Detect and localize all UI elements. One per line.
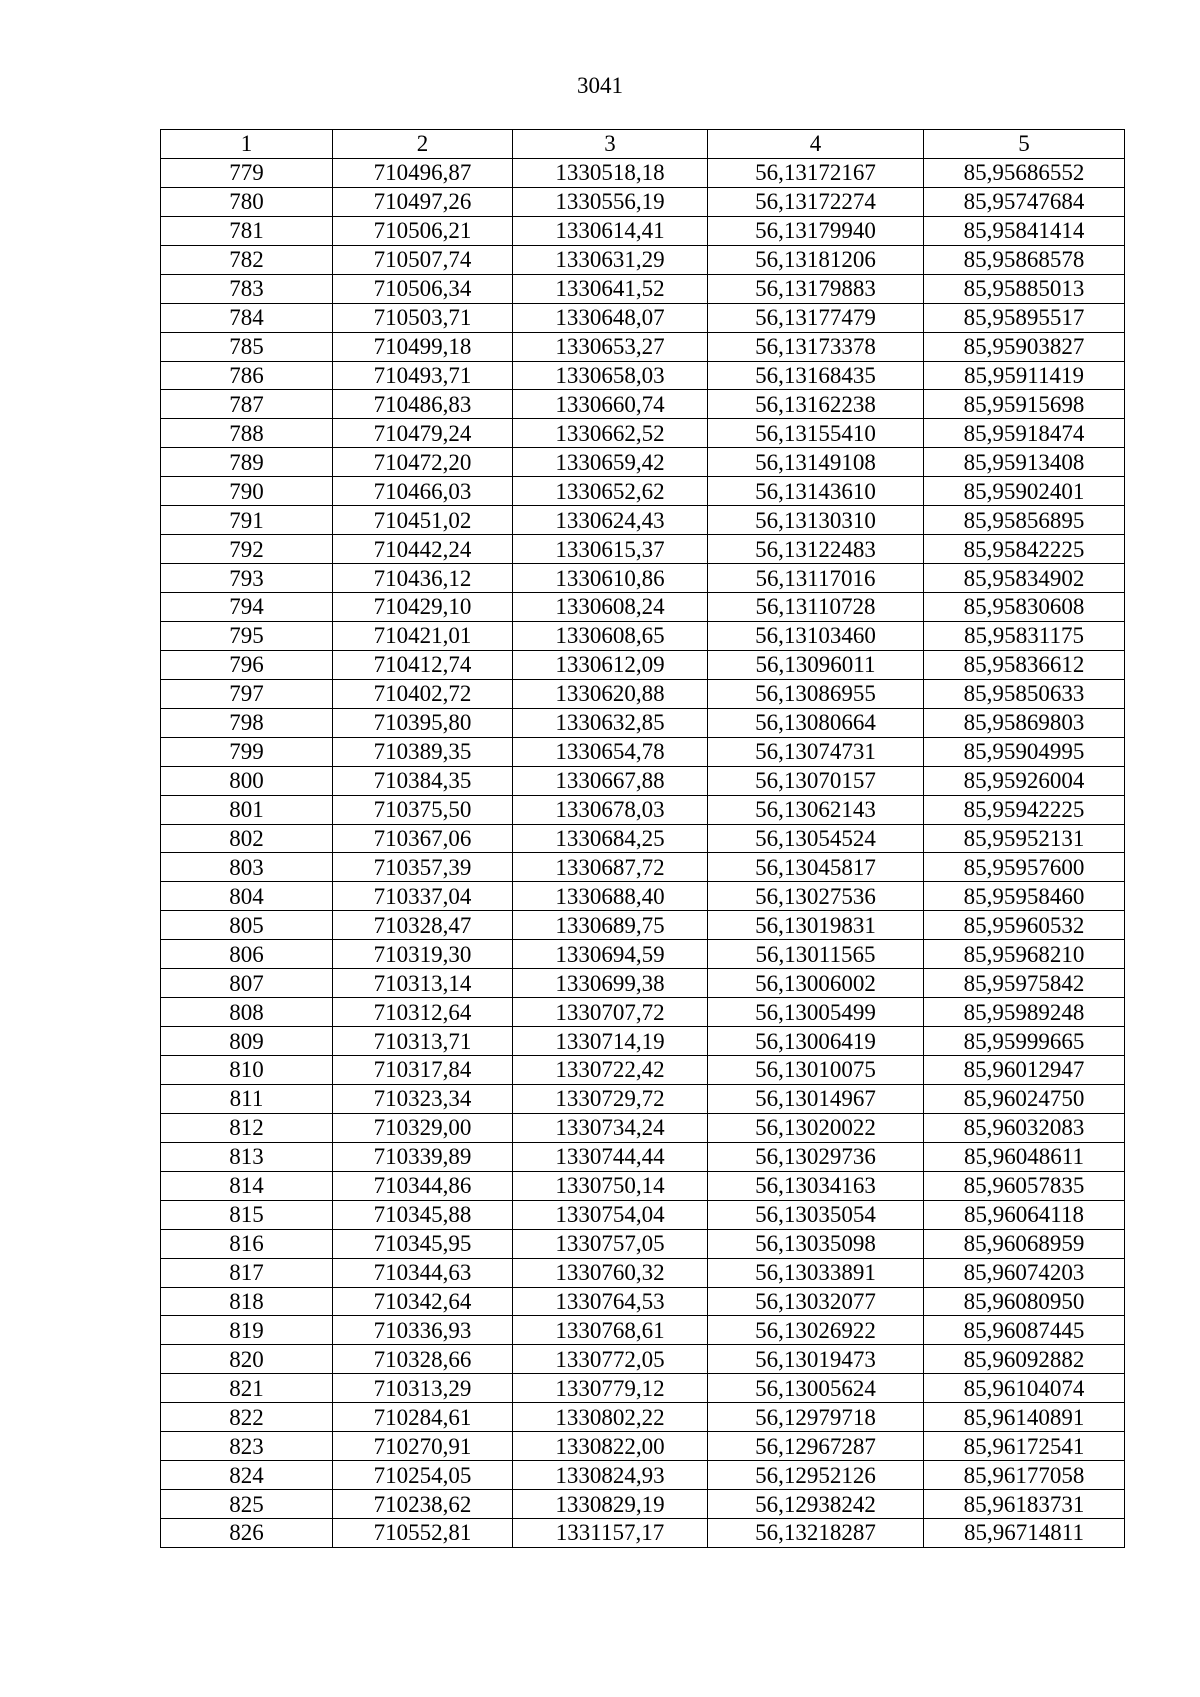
table-cell: 812 [161, 1113, 333, 1142]
table-cell: 824 [161, 1461, 333, 1490]
table-cell: 797 [161, 679, 333, 708]
table-cell: 1330772,05 [513, 1345, 708, 1374]
table-cell: 56,13035098 [708, 1229, 924, 1258]
table-row [161, 332, 1125, 361]
table-cell: 792 [161, 535, 333, 564]
table-cell: 56,12979718 [708, 1403, 924, 1432]
table-cell: 804 [161, 882, 333, 911]
table-row [161, 940, 1125, 969]
table-cell: 1330714,19 [513, 1027, 708, 1056]
table-cell: 710429,10 [333, 593, 513, 622]
table-cell: 808 [161, 998, 333, 1027]
table-cell: 85,95913408 [924, 448, 1125, 477]
table-cell: 56,12938242 [708, 1490, 924, 1519]
table-cell: 1330615,37 [513, 535, 708, 564]
table-cell: 787 [161, 390, 333, 419]
table-row [161, 911, 1125, 940]
table-cell: 794 [161, 593, 333, 622]
table-row [161, 245, 1125, 274]
table-cell: 85,95915698 [924, 390, 1125, 419]
table-cell: 56,13117016 [708, 564, 924, 593]
column-header: 4 [708, 130, 924, 159]
table-row [161, 1374, 1125, 1403]
table-cell: 710345,88 [333, 1200, 513, 1229]
table-cell: 1330667,88 [513, 766, 708, 795]
table-cell: 805 [161, 911, 333, 940]
table-cell: 85,95903827 [924, 332, 1125, 361]
table-cell: 56,13218287 [708, 1519, 924, 1548]
table-cell: 56,13086955 [708, 679, 924, 708]
table-cell: 56,13019831 [708, 911, 924, 940]
table-row [161, 824, 1125, 853]
table-cell: 85,96057835 [924, 1171, 1125, 1200]
table-cell: 710367,06 [333, 824, 513, 853]
table-cell: 710344,63 [333, 1258, 513, 1287]
table-cell: 85,95902401 [924, 477, 1125, 506]
table-cell: 85,96140891 [924, 1403, 1125, 1432]
table-cell: 710421,01 [333, 621, 513, 650]
table-row [161, 1287, 1125, 1316]
table-cell: 819 [161, 1316, 333, 1345]
table-cell: 815 [161, 1200, 333, 1229]
table-cell: 710472,20 [333, 448, 513, 477]
table-cell: 85,96092882 [924, 1345, 1125, 1374]
table-cell: 800 [161, 766, 333, 795]
table-cell: 56,13005499 [708, 998, 924, 1027]
table-cell: 710284,61 [333, 1403, 513, 1432]
table-cell: 56,13143610 [708, 477, 924, 506]
table-cell: 710493,71 [333, 361, 513, 390]
table-cell: 1330518,18 [513, 158, 708, 187]
table-cell: 1330824,93 [513, 1461, 708, 1490]
table-row [161, 361, 1125, 390]
table-cell: 85,96024750 [924, 1084, 1125, 1113]
table-row [161, 1432, 1125, 1461]
table-cell: 85,95841414 [924, 216, 1125, 245]
table-cell: 1330610,86 [513, 564, 708, 593]
table-cell: 1330678,03 [513, 795, 708, 824]
table-cell: 1330658,03 [513, 361, 708, 390]
table-cell: 784 [161, 303, 333, 332]
table-cell: 1330754,04 [513, 1200, 708, 1229]
table-cell: 56,13029736 [708, 1142, 924, 1171]
table-cell: 56,13110728 [708, 593, 924, 622]
table-cell: 786 [161, 361, 333, 390]
table-row [161, 274, 1125, 303]
table-cell: 710312,64 [333, 998, 513, 1027]
table-cell: 825 [161, 1490, 333, 1519]
table-cell: 1330608,65 [513, 621, 708, 650]
table-cell: 710313,14 [333, 969, 513, 998]
table-cell: 1330614,41 [513, 216, 708, 245]
table-row [161, 1142, 1125, 1171]
table-row [161, 1027, 1125, 1056]
table-cell: 56,13168435 [708, 361, 924, 390]
table-cell: 814 [161, 1171, 333, 1200]
table-row [161, 1316, 1125, 1345]
table-cell: 85,95968210 [924, 940, 1125, 969]
table-cell: 1330822,00 [513, 1432, 708, 1461]
table-row [161, 1403, 1125, 1432]
table-cell: 817 [161, 1258, 333, 1287]
column-header: 5 [924, 130, 1125, 159]
table-cell: 56,13130310 [708, 506, 924, 535]
table-cell: 56,13181206 [708, 245, 924, 274]
table-cell: 85,96080950 [924, 1287, 1125, 1316]
table-cell: 85,95958460 [924, 882, 1125, 911]
table-cell: 811 [161, 1084, 333, 1113]
table-cell: 785 [161, 332, 333, 361]
table-cell: 821 [161, 1374, 333, 1403]
table-cell: 710328,66 [333, 1345, 513, 1374]
table-cell: 801 [161, 795, 333, 824]
table-cell: 710328,47 [333, 911, 513, 940]
table-cell: 710496,87 [333, 158, 513, 187]
column-header: 3 [513, 130, 708, 159]
table-cell: 796 [161, 650, 333, 679]
table-cell: 789 [161, 448, 333, 477]
table-cell: 1330652,62 [513, 477, 708, 506]
table-cell: 816 [161, 1229, 333, 1258]
table-row [161, 1171, 1125, 1200]
table-row [161, 882, 1125, 911]
table-cell: 56,13074731 [708, 737, 924, 766]
table-row [161, 303, 1125, 332]
table-cell: 1330648,07 [513, 303, 708, 332]
table-cell: 710506,21 [333, 216, 513, 245]
table-cell: 1330688,40 [513, 882, 708, 911]
table-cell: 710395,80 [333, 708, 513, 737]
table-cell: 795 [161, 621, 333, 650]
table-cell: 710357,39 [333, 853, 513, 882]
table-cell: 710436,12 [333, 564, 513, 593]
table-cell: 56,13006002 [708, 969, 924, 998]
table-cell: 820 [161, 1345, 333, 1374]
table-cell: 710412,74 [333, 650, 513, 679]
table-cell: 56,13070157 [708, 766, 924, 795]
table-cell: 807 [161, 969, 333, 998]
table-cell: 85,95942225 [924, 795, 1125, 824]
table-cell: 56,13173378 [708, 332, 924, 361]
table-cell: 85,95830608 [924, 593, 1125, 622]
table-cell: 56,13014967 [708, 1084, 924, 1113]
table-cell: 710384,35 [333, 766, 513, 795]
table-cell: 1331157,17 [513, 1519, 708, 1548]
table-cell: 782 [161, 245, 333, 274]
table-row [161, 969, 1125, 998]
table-cell: 85,95850633 [924, 679, 1125, 708]
table-cell: 56,13122483 [708, 535, 924, 564]
table-row [161, 621, 1125, 650]
table-cell: 56,13179883 [708, 274, 924, 303]
table-cell: 822 [161, 1403, 333, 1432]
table-cell: 809 [161, 1027, 333, 1056]
table-row [161, 477, 1125, 506]
table-cell: 85,95686552 [924, 158, 1125, 187]
table-row [161, 679, 1125, 708]
table-cell: 56,13034163 [708, 1171, 924, 1200]
table-row [161, 187, 1125, 216]
table-cell: 56,13155410 [708, 419, 924, 448]
table-cell: 85,96177058 [924, 1461, 1125, 1490]
table-cell: 1330802,22 [513, 1403, 708, 1432]
table-row [161, 650, 1125, 679]
table-cell: 823 [161, 1432, 333, 1461]
table-cell: 818 [161, 1287, 333, 1316]
table-row [161, 853, 1125, 882]
table-cell: 781 [161, 216, 333, 245]
table-cell: 56,13033891 [708, 1258, 924, 1287]
table-cell: 710317,84 [333, 1056, 513, 1085]
page-number: 3041 [577, 73, 623, 98]
table-cell: 710442,24 [333, 535, 513, 564]
table-row [161, 506, 1125, 535]
table-cell: 85,95868578 [924, 245, 1125, 274]
table-cell: 1330632,85 [513, 708, 708, 737]
table-cell: 710552,81 [333, 1519, 513, 1548]
table-cell: 85,95885013 [924, 274, 1125, 303]
table-cell: 1330757,05 [513, 1229, 708, 1258]
table-cell: 56,13010075 [708, 1056, 924, 1085]
table-row [161, 1084, 1125, 1113]
table-cell: 56,13054524 [708, 824, 924, 853]
table-cell: 710319,30 [333, 940, 513, 969]
table-row [161, 998, 1125, 1027]
table-cell: 1330722,42 [513, 1056, 708, 1085]
table-row [161, 766, 1125, 795]
table-row [161, 1056, 1125, 1085]
table-row [161, 737, 1125, 766]
table-cell: 710506,34 [333, 274, 513, 303]
table-row [161, 1113, 1125, 1142]
table-cell: 85,96068959 [924, 1229, 1125, 1258]
table-cell: 710344,86 [333, 1171, 513, 1200]
table-cell: 85,95999665 [924, 1027, 1125, 1056]
table-cell: 85,95918474 [924, 419, 1125, 448]
table-cell: 1330687,72 [513, 853, 708, 882]
table-cell: 56,13062143 [708, 795, 924, 824]
table-cell: 1330779,12 [513, 1374, 708, 1403]
table-cell: 85,95831175 [924, 621, 1125, 650]
table-cell: 710254,05 [333, 1461, 513, 1490]
table-cell: 1330764,53 [513, 1287, 708, 1316]
table-cell: 799 [161, 737, 333, 766]
table-cell: 85,96012947 [924, 1056, 1125, 1085]
table-cell: 710339,89 [333, 1142, 513, 1171]
table-cell: 710329,00 [333, 1113, 513, 1142]
table-header-row [161, 130, 1125, 159]
table-cell: 85,95869803 [924, 708, 1125, 737]
table-cell: 710466,03 [333, 477, 513, 506]
table-cell: 56,13179940 [708, 216, 924, 245]
table-cell: 810 [161, 1056, 333, 1085]
table-cell: 56,13096011 [708, 650, 924, 679]
table-cell: 85,96064118 [924, 1200, 1125, 1229]
table-cell: 710389,35 [333, 737, 513, 766]
table-cell: 85,95926004 [924, 766, 1125, 795]
table-cell: 56,13103460 [708, 621, 924, 650]
table-row [161, 708, 1125, 737]
table-cell: 710337,04 [333, 882, 513, 911]
table-cell: 813 [161, 1142, 333, 1171]
table-cell: 56,13027536 [708, 882, 924, 911]
table-cell: 85,96104074 [924, 1374, 1125, 1403]
table-cell: 710402,72 [333, 679, 513, 708]
table-cell: 1330734,24 [513, 1113, 708, 1142]
table-cell: 710313,29 [333, 1374, 513, 1403]
table-cell: 56,13149108 [708, 448, 924, 477]
table-cell: 56,13177479 [708, 303, 924, 332]
table-cell: 710375,50 [333, 795, 513, 824]
table-cell: 826 [161, 1519, 333, 1548]
table-cell: 1330612,09 [513, 650, 708, 679]
table-cell: 1330760,32 [513, 1258, 708, 1287]
table-cell: 85,96172541 [924, 1432, 1125, 1461]
table-cell: 710345,95 [333, 1229, 513, 1258]
table-cell: 85,95989248 [924, 998, 1125, 1027]
table-cell: 56,13172167 [708, 158, 924, 187]
table-cell: 710497,26 [333, 187, 513, 216]
table-cell: 710336,93 [333, 1316, 513, 1345]
table-row [161, 158, 1125, 187]
table-cell: 56,13162238 [708, 390, 924, 419]
table-cell: 56,13172274 [708, 187, 924, 216]
table-cell: 1330659,42 [513, 448, 708, 477]
table-cell: 56,12952126 [708, 1461, 924, 1490]
table-cell: 85,96074203 [924, 1258, 1125, 1287]
table-cell: 1330699,38 [513, 969, 708, 998]
column-header: 2 [333, 130, 513, 159]
table-cell: 1330653,27 [513, 332, 708, 361]
table-cell: 1330768,61 [513, 1316, 708, 1345]
table-cell: 56,13006419 [708, 1027, 924, 1056]
table-cell: 710313,71 [333, 1027, 513, 1056]
table-cell: 85,95975842 [924, 969, 1125, 998]
table-cell: 791 [161, 506, 333, 535]
table-cell: 710499,18 [333, 332, 513, 361]
table-row [161, 1345, 1125, 1374]
table-row [161, 419, 1125, 448]
table-row [161, 216, 1125, 245]
table-cell: 1330608,24 [513, 593, 708, 622]
table-cell: 56,13080664 [708, 708, 924, 737]
table-row [161, 1490, 1125, 1519]
table-cell: 1330556,19 [513, 187, 708, 216]
table-cell: 788 [161, 419, 333, 448]
table-row [161, 448, 1125, 477]
table-cell: 56,13026922 [708, 1316, 924, 1345]
table-cell: 56,13035054 [708, 1200, 924, 1229]
table-cell: 85,95957600 [924, 853, 1125, 882]
table-cell: 85,95960532 [924, 911, 1125, 940]
table-cell: 1330729,72 [513, 1084, 708, 1113]
table-cell: 1330631,29 [513, 245, 708, 274]
table-cell: 85,95856895 [924, 506, 1125, 535]
table-row [161, 1461, 1125, 1490]
table-cell: 710342,64 [333, 1287, 513, 1316]
table-cell: 779 [161, 158, 333, 187]
table-row [161, 1229, 1125, 1258]
table-cell: 85,96087445 [924, 1316, 1125, 1345]
table-cell: 1330641,52 [513, 274, 708, 303]
table-cell: 56,13020022 [708, 1113, 924, 1142]
table-cell: 710479,24 [333, 419, 513, 448]
table-cell: 85,95747684 [924, 187, 1125, 216]
table-cell: 85,95836612 [924, 650, 1125, 679]
table-cell: 56,13011565 [708, 940, 924, 969]
table-body [161, 158, 1125, 1547]
table-cell: 803 [161, 853, 333, 882]
table-cell: 1330689,75 [513, 911, 708, 940]
table-cell: 56,13019473 [708, 1345, 924, 1374]
table-cell: 1330829,19 [513, 1490, 708, 1519]
table-cell: 56,13032077 [708, 1287, 924, 1316]
table-cell: 85,95834902 [924, 564, 1125, 593]
table-cell: 780 [161, 187, 333, 216]
table-cell: 710238,62 [333, 1490, 513, 1519]
table-cell: 1330744,44 [513, 1142, 708, 1171]
table-cell: 56,13045817 [708, 853, 924, 882]
table-cell: 85,96048611 [924, 1142, 1125, 1171]
table-row [161, 1258, 1125, 1287]
table-cell: 1330684,25 [513, 824, 708, 853]
table-row [161, 593, 1125, 622]
table-row [161, 1200, 1125, 1229]
table-cell: 802 [161, 824, 333, 853]
table-cell: 85,95904995 [924, 737, 1125, 766]
table-row [161, 390, 1125, 419]
table-cell: 798 [161, 708, 333, 737]
table-cell: 56,13005624 [708, 1374, 924, 1403]
table-cell: 85,95911419 [924, 361, 1125, 390]
table-row [161, 795, 1125, 824]
table-cell: 85,96183731 [924, 1490, 1125, 1519]
table-cell: 85,95895517 [924, 303, 1125, 332]
table-cell: 1330662,52 [513, 419, 708, 448]
table-cell: 1330707,72 [513, 998, 708, 1027]
table-cell: 710503,71 [333, 303, 513, 332]
table-cell: 85,96032083 [924, 1113, 1125, 1142]
table-cell: 56,12967287 [708, 1432, 924, 1461]
table-cell: 85,95842225 [924, 535, 1125, 564]
table-cell: 710451,02 [333, 506, 513, 535]
table-cell: 1330660,74 [513, 390, 708, 419]
table-cell: 1330654,78 [513, 737, 708, 766]
table-cell: 793 [161, 564, 333, 593]
table-cell: 710486,83 [333, 390, 513, 419]
table-cell: 85,96714811 [924, 1519, 1125, 1548]
table-row [161, 1519, 1125, 1548]
table-row [161, 535, 1125, 564]
table-cell: 710507,74 [333, 245, 513, 274]
table-cell: 1330694,59 [513, 940, 708, 969]
column-header: 1 [161, 130, 333, 159]
table-cell: 806 [161, 940, 333, 969]
table-cell: 1330750,14 [513, 1171, 708, 1200]
table-cell: 710323,34 [333, 1084, 513, 1113]
table-cell: 85,95952131 [924, 824, 1125, 853]
table-cell: 783 [161, 274, 333, 303]
coordinates-table [160, 129, 1125, 1548]
table-cell: 790 [161, 477, 333, 506]
table-cell: 1330620,88 [513, 679, 708, 708]
table-row [161, 564, 1125, 593]
table-cell: 1330624,43 [513, 506, 708, 535]
table-cell: 710270,91 [333, 1432, 513, 1461]
